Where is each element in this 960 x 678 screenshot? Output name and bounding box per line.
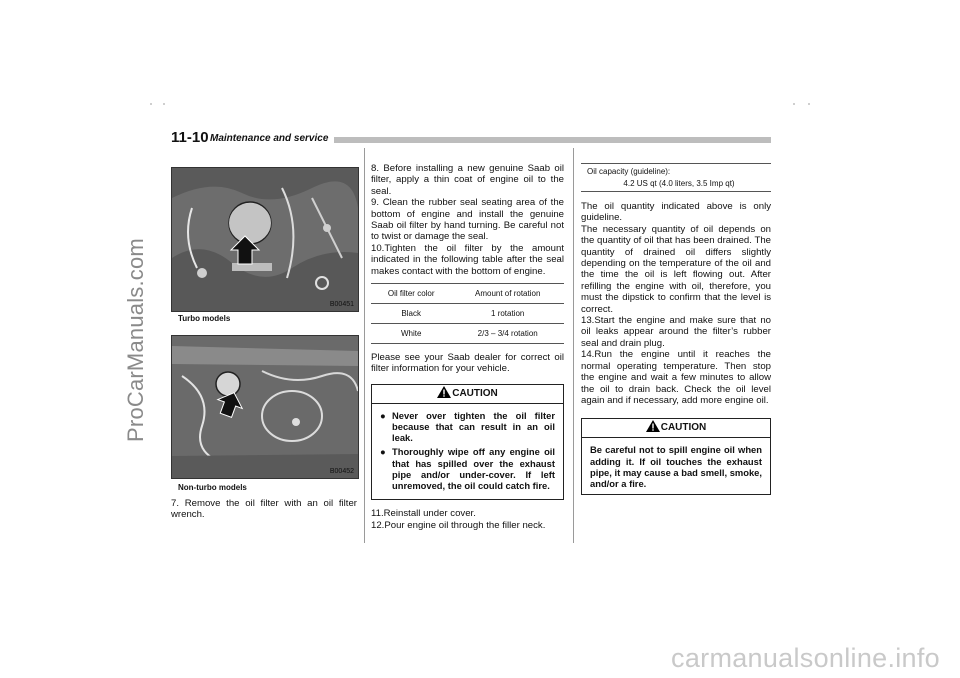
caution-item [380,410,555,444]
caution-box [371,384,564,500]
column-2 [371,163,564,531]
oil-quantity-paragraph: The necessary quantity of oil depends on the quantity of oil that has been drained. The quantity of drained oil differs slightly depending on the temperature of the oil and the time the oil is left flowing out. After refilling the engine with oil, therefore, you must the dipstick to confirm that the level is correct. [581,223,771,315]
corner-dot [163,103,165,105]
table-row [371,324,564,344]
caution-header [582,419,770,438]
figure-code: B00452 [329,468,354,475]
corner-dot [808,103,810,105]
caution-title: CAUTION [452,387,498,399]
column-3 [581,163,771,495]
table-header: Oil filter color [371,284,451,304]
step-7: 7. Remove the oil filter with an oil filter wrench. [171,498,357,521]
table-cell: Black [371,304,451,324]
oil-filter-table [371,283,564,344]
figure-code: B00451 [329,301,354,308]
table-cell: White [371,324,451,344]
caution-item-text: Thoroughly wipe off any engine oil that has spilled over the exhaust pipe and/or under-cover. If left unremoved, the oil could catch fire. [392,446,555,492]
figure-caption: Non-turbo models [178,483,247,492]
bullet-icon: ● [380,446,386,458]
caution-content: Be careful not to spill engine oil when adding it. If oil touches the exhaust pipe, it may cause a bad smell, smoke, and/or a fire. [590,444,762,489]
step-10: 10.Tighten the oil filter by the amount indicated in the following table after the seal makes contact with the bottom of engine. [371,242,564,277]
oil-capacity-value: 4.2 US qt (4.0 liters, 3.5 Imp qt) [623,179,735,188]
step-9: 9. Clean the rubber seal seating area of the bottom of engine and install the genuine Saab oil filter by hand turning. Be careful not to twist or damage the seal. [371,197,564,243]
step-14: 14.Run the engine until it reaches the normal operating temperature. Then stop the engine and wait a few minutes to allow the oil to drain back. Check the oil level again and if necessary, add more engine oil. [581,349,771,406]
column-divider [573,148,574,543]
engine-illustration [172,336,358,478]
table-cell: 2/3 – 3/4 rotation [451,324,564,344]
warning-icon [437,386,451,405]
table-cell: 1 rotation [451,304,564,324]
engine-illustration [172,168,358,311]
table-row [371,304,564,324]
table-header: Amount of rotation [451,284,564,304]
corner-dot [150,103,152,105]
caution-box [581,418,771,495]
figure-turbo-engine [171,167,359,312]
step-11: 11.Reinstall under cover. [371,508,476,520]
caution-item-text: Never over tighten the oil filter because that can result in an oil leak. [392,409,555,444]
caution-content [372,404,563,499]
oil-capacity-label: Oil capacity (guideline): [587,167,671,176]
section-title: Maintenance and service [210,133,334,144]
bullet-icon: ● [380,409,386,421]
page-number: 11-10 [171,129,213,146]
figure-caption: Turbo models [178,314,231,323]
step-12: 12.Pour engine oil through the filler neck. [371,519,546,531]
side-watermark: ProCarManuals.com [123,238,148,442]
table-header-row [371,284,564,304]
caution-title: CAUTION [660,422,707,434]
step-8: 8. Before installing a new genuine Saab oil filter, apply a thin coat of engine oil to the seal. [371,163,564,197]
oil-capacity-box [581,163,771,192]
step-13: 13.Start the engine and make sure that no oil leaks appear around the filter’s rubber seal and drain plug. [581,315,771,349]
figure-nonturbo-engine [171,335,359,479]
warning-icon [646,420,660,439]
oil-note: The oil quantity indicated above is only guideline. [581,201,771,224]
corner-dot [793,103,795,105]
caution-header [372,385,563,404]
dealer-note: Please see your Saab dealer for correct oil filter information for your vehicle. [371,352,564,375]
bottom-watermark: carmanualsonline.info [671,643,940,673]
column-divider [364,148,365,543]
caution-item [380,446,555,491]
